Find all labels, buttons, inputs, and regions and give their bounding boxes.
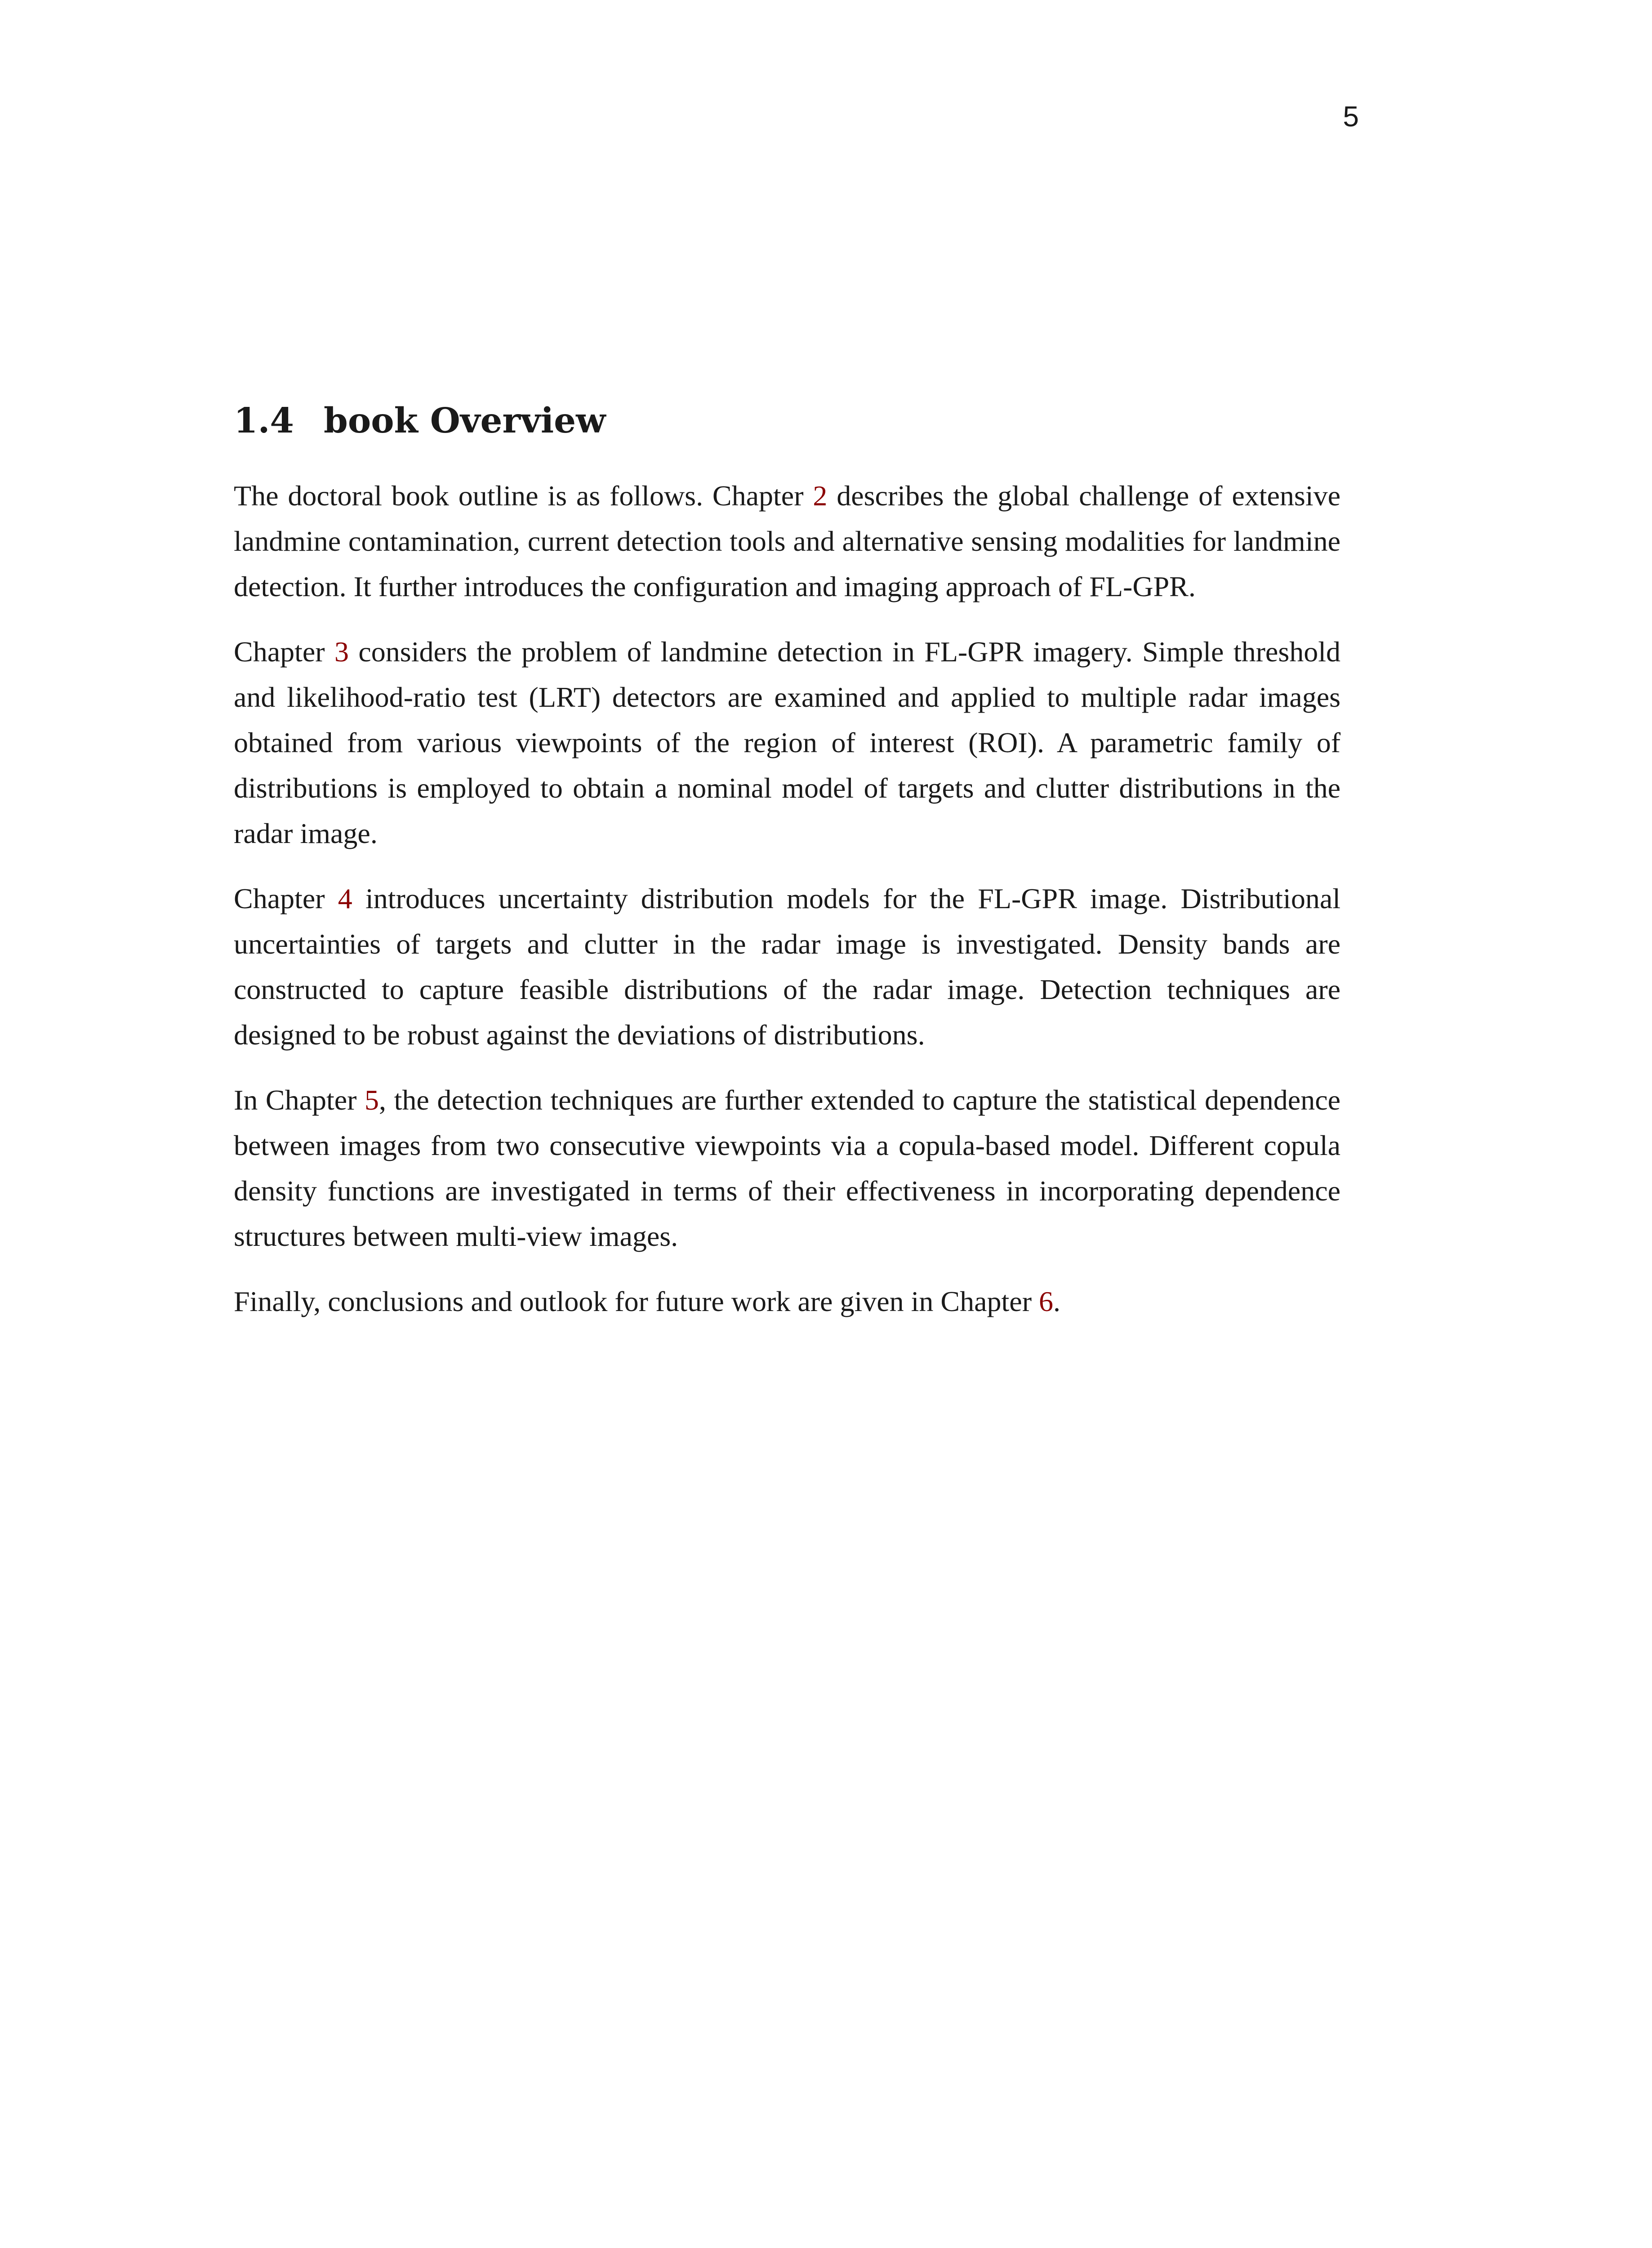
- chapter-link-4[interactable]: 4: [338, 883, 352, 915]
- section-heading: [234, 400, 1340, 442]
- section-title: book Overview: [324, 401, 606, 441]
- chapter-link-5[interactable]: 5: [365, 1084, 379, 1116]
- chapter-link-2[interactable]: 2: [813, 480, 828, 512]
- chapter-link-6[interactable]: 6: [1039, 1285, 1053, 1318]
- section-number: 1.4: [234, 401, 294, 441]
- paragraph-chapter-5: [234, 1077, 1340, 1259]
- paragraph-text: Chapter: [234, 636, 334, 668]
- paragraph-text: In Chapter: [234, 1084, 365, 1116]
- paragraph-conclusions: [234, 1279, 1340, 1324]
- paragraph-chapter-4: [234, 876, 1340, 1057]
- paragraph-text: The doctoral book outline is as follows. Chapter: [234, 480, 813, 512]
- chapter-link-3[interactable]: 3: [334, 636, 349, 668]
- page-number: 5: [1343, 100, 1359, 133]
- paragraph-thesis-outline: [234, 473, 1340, 609]
- paragraph-text: Finally, conclusions and outlook for future work are given in Chapter: [234, 1285, 1039, 1318]
- paragraph-text: introduces uncertainty distribution models for the FL-GPR image. Distributional uncertainties of targets and clutter in the radar image is investigated. Density bands are constructed to capture feasible distributions of the radar image. Detection techniques are designed to be robust against the deviations of distributions.: [234, 883, 1340, 1051]
- paragraph-chapter-3: [234, 629, 1340, 856]
- paragraph-text: .: [1053, 1285, 1060, 1318]
- paragraph-text: describes the global challenge of extensive landmine contamination, current detection tools and alternative sensing modalities for landmine detection. It further introduces the configuration and imaging approach of FL-GPR.: [234, 480, 1341, 603]
- page-content: [234, 400, 1340, 1344]
- paragraph-text: , the detection techniques are further extended to capture the statistical dependence between images from two consecutive viewpoints via a copula-based model. Different copula density functions are investigated in terms of their effectiveness in incorporating dependence structures between multi-view images.: [234, 1084, 1341, 1253]
- paragraph-text: Chapter: [234, 883, 338, 915]
- paragraph-text: considers the problem of landmine detection in FL-GPR imagery. Simple threshold and likelihood-ratio test (LRT) detectors are examined and applied to multiple radar images obtained from various viewpoints of the region of interest (ROI). A parametric family of distributions is employed to obtain a nominal model of targets and clutter distributions in the radar image.: [234, 636, 1341, 850]
